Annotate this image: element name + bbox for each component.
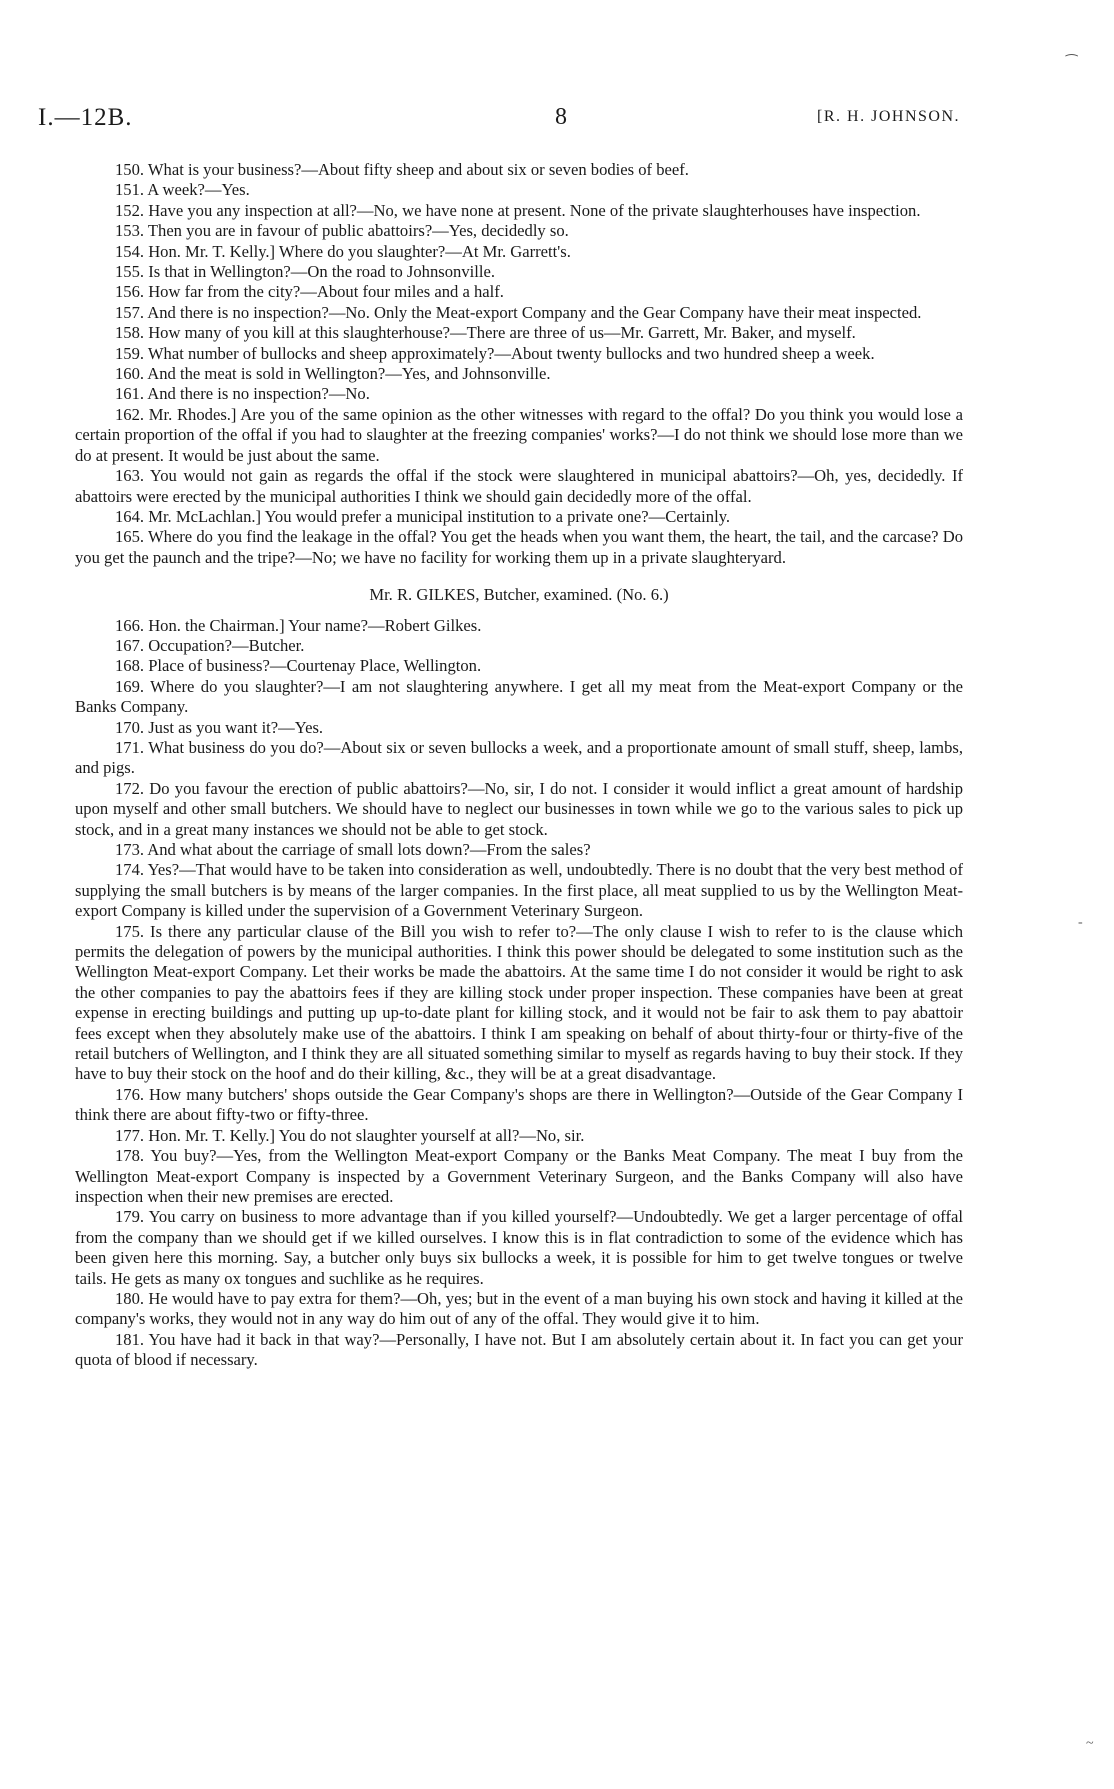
evidence-paragraph: 165. Where do you find the leakage in the offal? You get the heads when you want them, the heart, the tail, and the carcase? Do you get the paunch and the tripe?—No; we have no facility for working them up in a private slaughteryard. xyxy=(75,527,963,567)
evidence-paragraph: 167. Occupation?—Butcher. xyxy=(115,635,305,655)
evidence-paragraph: 151. A week?—Yes. xyxy=(115,180,250,200)
evidence-paragraph: 171. What business do you do?—About six or seven bullocks a week, and a proportionate amount of small stuff, sheep, lambs, and pigs. xyxy=(75,737,963,778)
page-number: 8 xyxy=(555,104,567,130)
evidence-paragraph: 153. Then you are in favour of public abattoirs?—Yes, decidedly so. xyxy=(115,221,569,241)
evidence-paragraph: 166. Hon. the Chairman.] Your name?—Robert Gilkes. xyxy=(115,615,482,635)
evidence-paragraph: 162. Mr. Rhodes.] Are you of the same opinion as the other witnesses with regard to the offal? Do you think you would lose a certain proportion of the offal if you had to slaughter at the freezing companies' works?—I do not think we should lose more than we do at present. It would be just about the same. xyxy=(75,404,963,465)
evidence-paragraph: 164. Mr. McLachlan.] You would prefer a municipal institution to a private one?—Certainly. xyxy=(115,506,731,526)
evidence-paragraph: 150. What is your business?—About fifty sheep and about six or seven bodies of beef. xyxy=(115,160,689,179)
evidence-paragraph: 175. Is there any particular clause of the Bill you wish to refer to?—The only clause I wish to refer to is the clause which permits the delegation of powers by the municipal authorities. I think this power should be delegated to some institution such as the Wellington Meat-export Company. Let their works be made the abattoirs. At the same time I do not consider it would be right to ask the other companies to pay the abattoirs fees if they are killing stock under proper inspection. These companies have been at great expense in erecting buildings and putting up up-to-date plant for killing stock, and it would not be fair to ask them to pay abattoir fees except when they absolutely make use of the abattoirs. I think I am speaking on behalf of about thirty-four or thirty-five of the retail butchers of Wellington, and I think they are all situated something similar to myself as regards having to buy their stock. If they have to buy their stock on the hoof and do their killing, &c., they will be at a great disadvantage. xyxy=(75,921,963,1084)
scan-artifact: - xyxy=(1078,915,1083,930)
witness-name: [R. H. JOHNSON. xyxy=(817,108,960,125)
evidence-paragraph: 157. And there is no inspection?—No. Only the Meat-export Company and the Gear Company have their meat inspected. xyxy=(115,302,922,322)
evidence-paragraph: 161. And there is no inspection?—No. xyxy=(115,384,370,404)
evidence-text xyxy=(75,160,963,1371)
paper-reference: I.—12B. xyxy=(38,104,133,131)
evidence-paragraph: 178. You buy?—Yes, from the Wellington Meat-export Company or the Banks Meat Company. The meat I buy from the Wellington Meat-export Company is inspected by a Government Veterinary Surgeon, and the Banks Company will also have inspection when their new premises are erected. xyxy=(75,1146,963,1206)
page-header xyxy=(38,104,960,140)
evidence-paragraph: 159. What number of bullocks and sheep approximately?—About twenty bullocks and two hundred sheep a week. xyxy=(115,343,875,363)
evidence-paragraph: 169. Where do you slaughter?—I am not slaughtering anywhere. I get all my meat from the Meat-export Company or the Banks Company. xyxy=(75,676,963,717)
evidence-paragraph: 168. Place of business?—Courtenay Place, Wellington. xyxy=(115,656,482,676)
evidence-paragraph: 152. Have you any inspection at all?—No, we have none at present. None of the private slaughterhouses have inspection. xyxy=(115,200,921,220)
scan-artifact: ⁀ xyxy=(1066,56,1078,71)
evidence-paragraph: 181. You have had it back in that way?—Personally, I have not. But I am absolutely certain about it. In fact you can get your quota of blood if necessary. xyxy=(75,1329,963,1370)
evidence-paragraph: 156. How far from the city?—About four miles and a half. xyxy=(115,282,504,302)
evidence-paragraph: 173. And what about the carriage of small lots down?—From the sales? xyxy=(115,840,591,859)
evidence-paragraph: 172. Do you favour the erection of public abattoirs?—No, sir, I do not. I consider it would inflict a great amount of hardship upon myself and other small butchers. We should have to neglect our businesses in town while we go to the various sales to pick up stock, and in a great many instances we should not be able to get stock. xyxy=(75,778,963,839)
evidence-paragraph: 180. He would have to pay extra for them?—Oh, yes; but in the event of a man buying his own stock and having it killed at the company's works, they would not in any way do him out of any of the offal. They would give it to him. xyxy=(75,1288,963,1329)
evidence-paragraph: 170. Just as you want it?—Yes. xyxy=(115,717,324,737)
evidence-paragraph: 158. How many of you kill at this slaughterhouse?—There are three of us—Mr. Garrett, Mr. Baker, and myself. xyxy=(115,323,856,343)
section-heading: Mr. R. GILKES, Butcher, examined. (No. 6.) xyxy=(369,585,669,605)
evidence-paragraph: 176. How many butchers' shops outside the Gear Company's shops are there in Wellington?—Outside of the Gear Company I think there are about fifty-two or fifty-three. xyxy=(75,1084,963,1125)
evidence-paragraph: 163. You would not gain as regards the offal if the stock were slaughtered in municipal abattoirs?—Oh, yes, decidedly. If abattoirs were erected by the municipal authorities I think we should gain decidedly more of the offal. xyxy=(75,466,963,506)
evidence-paragraph: 179. You carry on business to more advantage than if you killed yourself?—Undoubtedly. We get a larger percentage of offal from the company than we should get if we killed ourselves. I know this is in flat contradiction to some of the evidence which has been given here this morning. Say, a butcher only buys six bullocks a week, it is possible for him to get twelve tongues or twelve tails. He gets as many ox tongues and suchlike as he requires. xyxy=(75,1207,963,1288)
evidence-paragraph: 155. Is that in Wellington?—On the road to Johnsonville. xyxy=(115,262,495,282)
evidence-paragraph: 174. Yes?—That would have to be taken into consideration as well, undoubtedly. There is no doubt that the very best method of supplying the small butchers is by means of the larger companies. In the first place, all meat supplied to us by the Wellington Meat-export Company is killed under the supervision of a Government Veterinary Surgeon. xyxy=(75,860,963,921)
evidence-paragraph: 177. Hon. Mr. T. Kelly.] You do not slaughter yourself at all?—No, sir. xyxy=(115,1125,585,1145)
evidence-paragraph: 160. And the meat is sold in Wellington?—Yes, and Johnsonville. xyxy=(115,364,551,384)
scan-artifact: ~ xyxy=(1086,1736,1094,1751)
evidence-paragraph: 154. Hon. Mr. T. Kelly.] Where do you slaughter?—At Mr. Garrett's. xyxy=(115,241,571,261)
